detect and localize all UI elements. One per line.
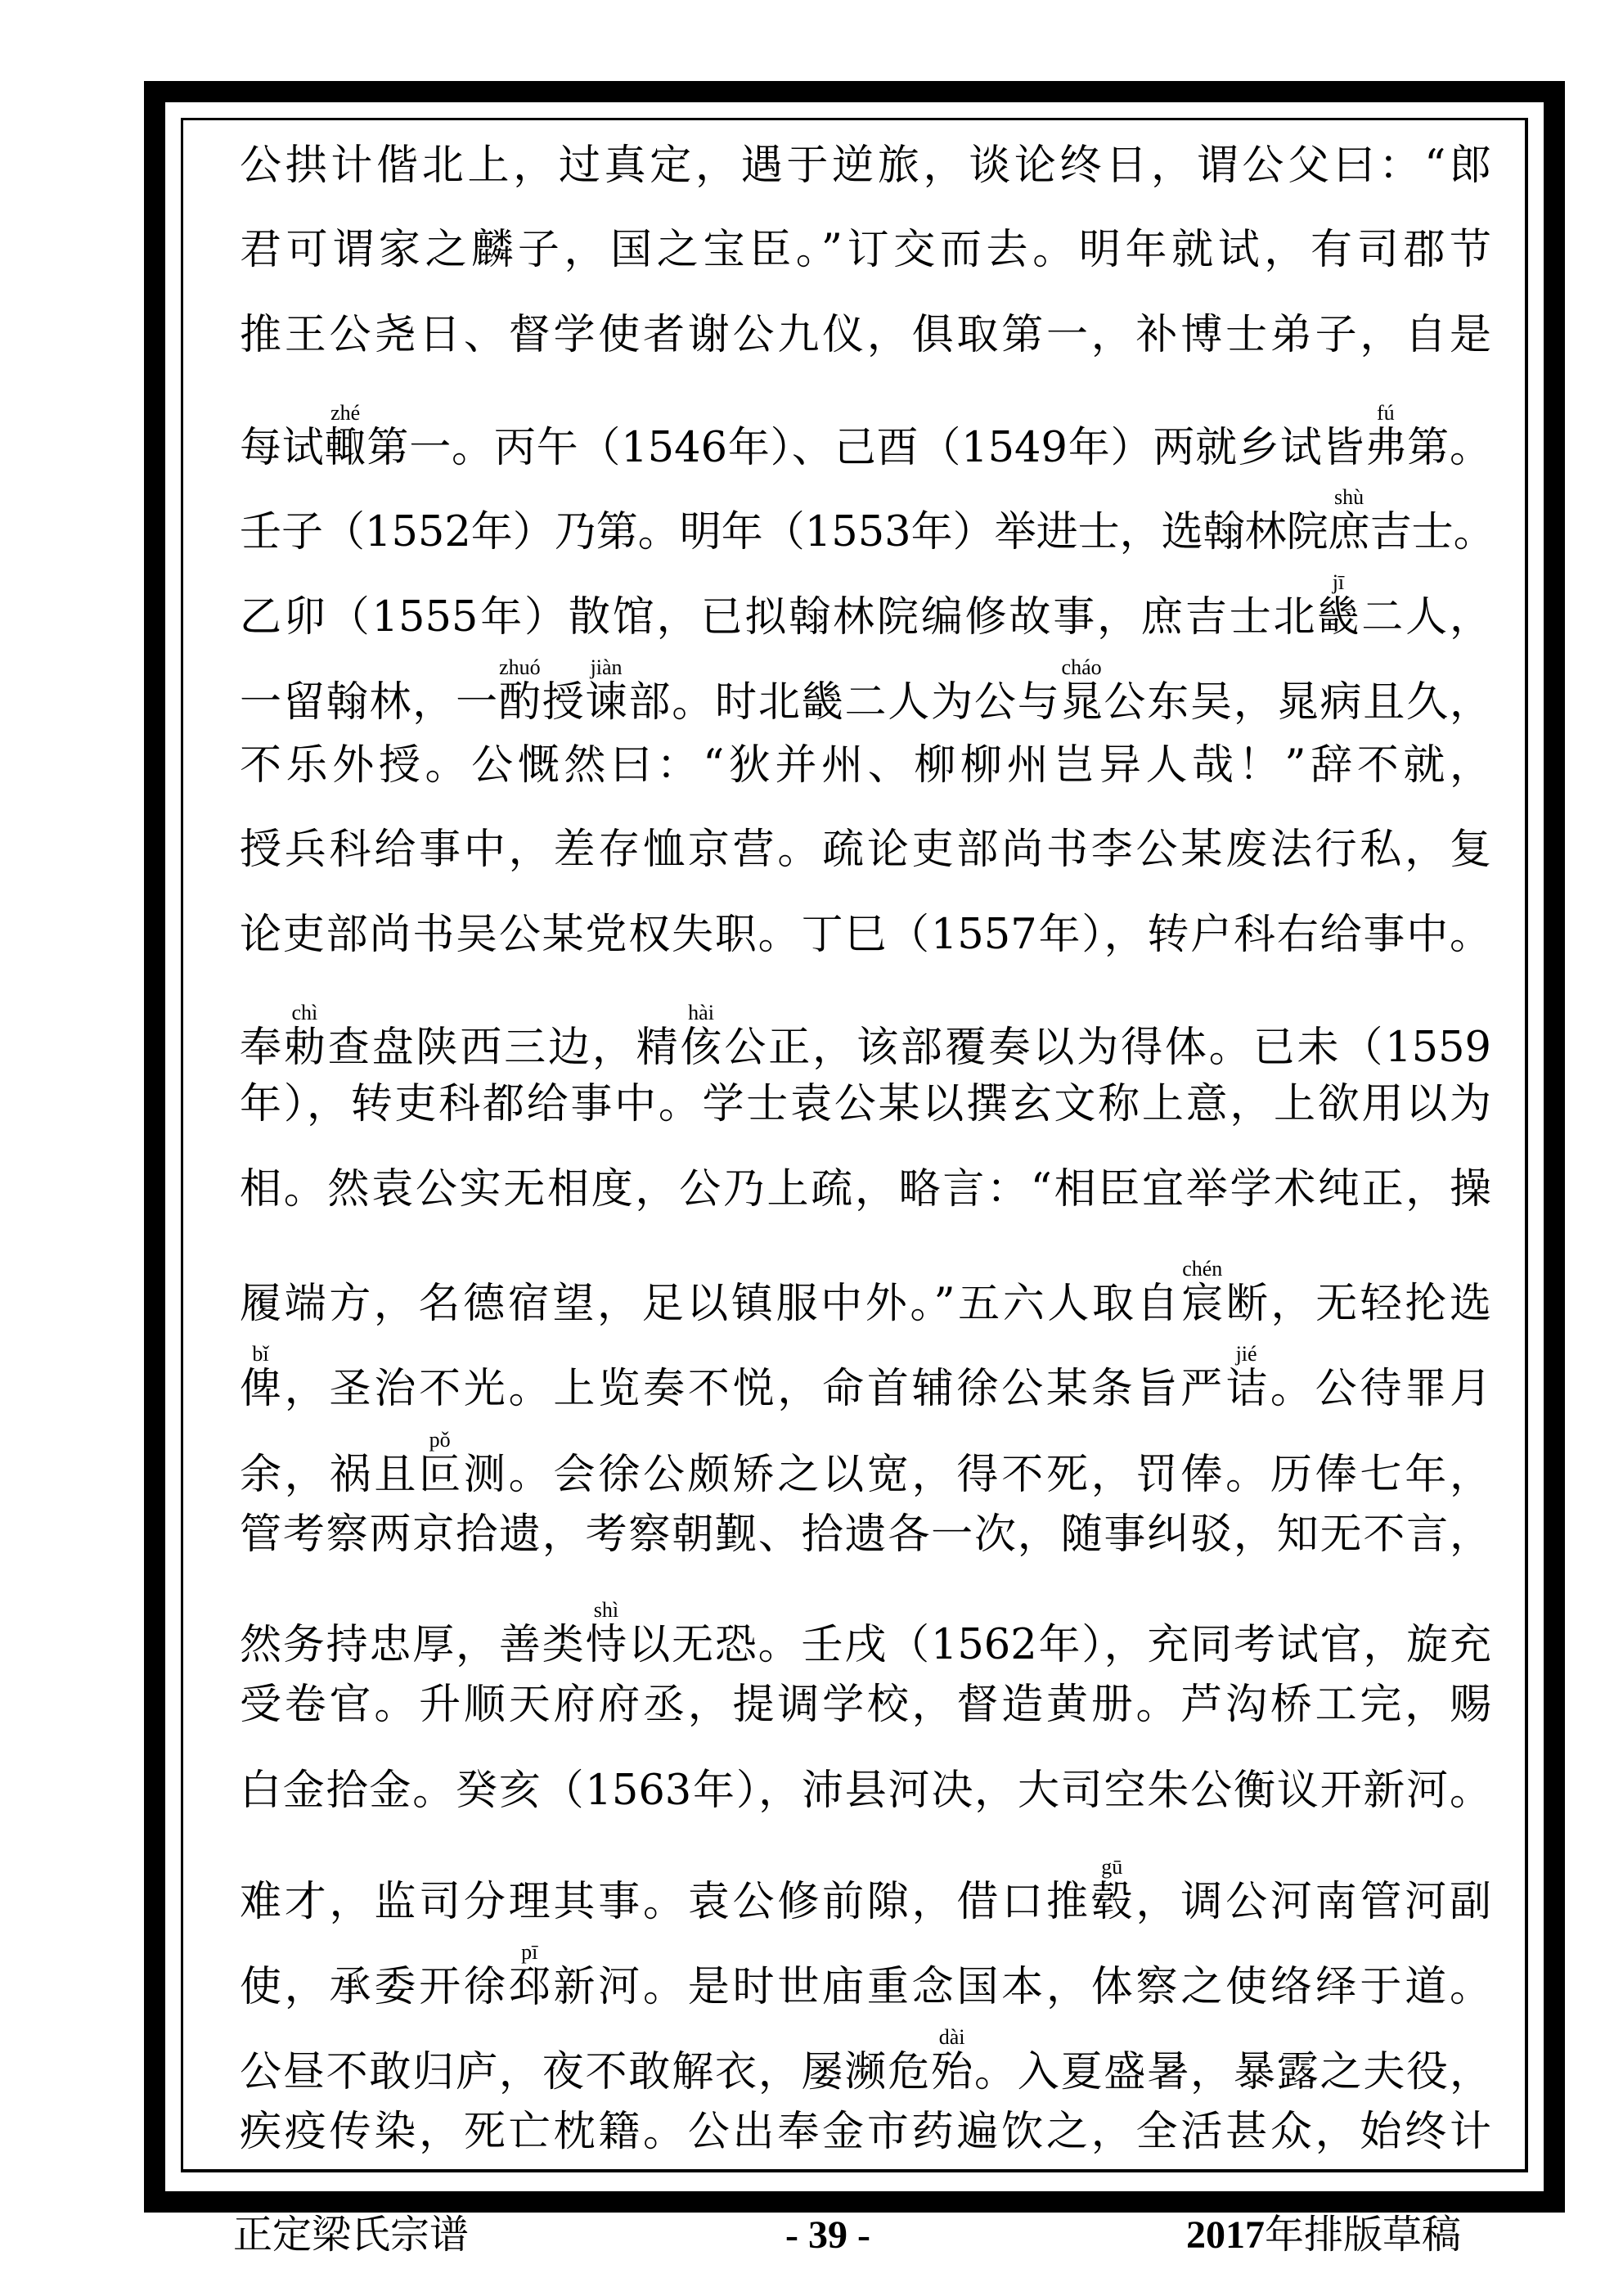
text-line <box>240 570 1491 642</box>
annotated-character <box>283 1001 328 1072</box>
annotated-character <box>508 1940 554 2011</box>
text-segment: 君可谓家之麟子，国之宝臣。”订交而去。明年就试，有司郡节 <box>240 226 1491 274</box>
text-segment: 授兵科给事中，差存恤京营。疏论吏部尚书李公某废法行私，复 <box>240 826 1491 874</box>
text-segment: 二人， <box>1361 593 1491 642</box>
pinyin-annotation: dài <box>931 2025 973 2049</box>
ruby-base: 畿 <box>1317 593 1362 642</box>
ruby-base: 輙 <box>324 424 367 472</box>
pinyin-annotation: chén <box>1181 1257 1224 1281</box>
text-segment: 壬子（1552年）乃第。明年（1553年）举进士，选翰林院 <box>240 508 1329 556</box>
ruby-base: 勅 <box>283 1024 328 1072</box>
text-segment: 白金拾金。癸亥（1563年），沛县河决，大司空朱公衡议开新河。 <box>240 1767 1491 1815</box>
text-segment: 受卷官。升顺天府府丞，提调学校，督造黄册。芦沟桥工完，赐 <box>240 1681 1491 1729</box>
annotated-character <box>585 655 629 727</box>
text-segment: 第。 <box>1407 424 1491 472</box>
ruby-base: 酌 <box>498 678 542 727</box>
footer-title: 正定梁氏宗谱 <box>233 2213 470 2257</box>
text-line <box>240 1428 1491 1499</box>
ruby-base: 俾 <box>240 1365 285 1413</box>
text-line <box>240 135 1491 197</box>
text-line <box>240 304 1491 367</box>
footer-draft-label: 年排版草稿 <box>1265 2213 1462 2257</box>
text-line <box>240 1760 1491 1822</box>
text-segment: 以无恐。壬戌（1562年），充同考试官，旋充 <box>628 1621 1491 1669</box>
ruby-base: 晁 <box>1060 678 1104 727</box>
annotated-character <box>419 1428 464 1499</box>
text-line <box>240 819 1491 881</box>
page-number: - 39 - <box>785 2213 870 2257</box>
text-line <box>240 1159 1491 1221</box>
text-line <box>240 219 1491 281</box>
annotated-character <box>680 1001 725 1072</box>
ruby-base: 弗 <box>1364 424 1408 472</box>
pinyin-annotation: shù <box>1328 485 1370 509</box>
text-line <box>240 1674 1491 1736</box>
text-segment: 难才，监司分理其事。袁公修前隙，借口推 <box>240 1878 1091 1926</box>
annotated-character <box>1090 1855 1136 1926</box>
text-line <box>240 2101 1491 2163</box>
text-segment: 履端方，名德宿望，足以镇服中外。”五六人取自 <box>240 1280 1182 1328</box>
text-line <box>240 1001 1491 1072</box>
text-segment: 一留翰林，一 <box>240 678 499 727</box>
pinyin-annotation: jié <box>1225 1342 1268 1366</box>
ruby-base: 毂 <box>1090 1878 1136 1926</box>
text-segment: 疾疫传染，死亡枕籍。公出奉金市药遍饮之，全活甚众，始终计 <box>240 2108 1491 2156</box>
text-line <box>240 1342 1491 1413</box>
ruby-base: 侅 <box>680 1024 725 1072</box>
annotated-character <box>498 655 542 727</box>
text-segment: 公东吴，晁病且久， <box>1104 678 1491 727</box>
text-segment: 奉 <box>240 1024 284 1072</box>
annotated-character <box>1181 1257 1226 1328</box>
text-segment: 第一。丙午（1546年）、己酉（1549年）两就乡试皆 <box>366 424 1365 472</box>
text-line <box>240 1257 1491 1328</box>
ruby-base: 谏 <box>585 678 629 727</box>
text-segment: ，调公河南管河副 <box>1135 1878 1491 1926</box>
text-segment: 新河。是时世庙重念国本，体察之使络绎于道。 <box>553 1963 1491 2011</box>
annotated-character <box>240 1342 285 1413</box>
text-segment: 公昼不敢归庐，夜不敢解衣，屡濒危 <box>240 2048 932 2096</box>
pinyin-annotation: chì <box>283 1001 326 1024</box>
pinyin-annotation: bǐ <box>240 1342 282 1366</box>
pinyin-annotation: cháo <box>1060 655 1103 679</box>
text-segment: 公拱计偕北上，过真定，遇于逆旅，谈论终日，谓公父曰：“郎 <box>240 142 1491 190</box>
annotated-character <box>1328 485 1370 556</box>
ruby-base: 邳 <box>508 1963 554 2011</box>
text-segment: 公正，该部覆奏以为得体。已未（1559 <box>724 1024 1491 1072</box>
text-segment: 推王公尧日、督学使者谢公九仪，俱取第一，补博士弟子，自是 <box>240 311 1491 359</box>
text-segment: 每试 <box>240 424 325 472</box>
pinyin-annotation: pī <box>508 1940 551 1964</box>
annotated-character <box>324 401 367 472</box>
text-line <box>240 735 1491 797</box>
pinyin-annotation: zhuó <box>498 655 541 679</box>
text-line <box>240 1074 1491 1136</box>
text-segment: ，圣治不光。上览奏不悦，命首辅徐公某条旨严 <box>284 1365 1226 1413</box>
text-segment: 乙卯（1555年）散馆，已拟翰林院编修故事，庶吉士北 <box>240 593 1318 642</box>
text-segment: 论吏部尚书吴公某党权失职。丁巳（1557年），转户科右给事中。 <box>240 911 1491 959</box>
text-line <box>240 904 1491 966</box>
text-segment: 吉士。 <box>1369 508 1495 556</box>
text-segment: 部。时北畿二人为公与 <box>628 678 1061 727</box>
text-segment: 断，无轻抡选 <box>1225 1280 1491 1328</box>
pinyin-annotation: jī <box>1317 570 1360 594</box>
annotated-character <box>585 1598 629 1669</box>
annotated-character <box>1060 655 1104 727</box>
ruby-base: 宸 <box>1181 1280 1226 1328</box>
text-segment: 相。然袁公实无相度，公乃上疏，略言：“相臣宜举学术纯正，操 <box>240 1165 1491 1213</box>
pinyin-annotation: hài <box>680 1001 722 1024</box>
text-line <box>240 1598 1491 1669</box>
text-segment: 不乐外授。公慨然曰：“狄并州、柳柳州岂异人哉！”辞不就， <box>240 741 1491 790</box>
text-segment: 查盘陕西三边，精 <box>327 1024 681 1072</box>
ruby-base: 诘 <box>1225 1365 1270 1413</box>
footer-year: 2017 <box>1186 2213 1265 2257</box>
text-segment: 。公待罪月 <box>1270 1365 1491 1413</box>
text-segment: 管考察两京拾遗，考察朝觐、拾遗各一次，随事纠驳，知无不言， <box>240 1510 1491 1559</box>
text-line <box>240 2025 1491 2096</box>
text-segment: 然务持忠厚，善类 <box>240 1621 586 1669</box>
text-line <box>240 1504 1491 1566</box>
text-segment: 测。会徐公颇矫之以宽，得不死，罚俸。历俸七年， <box>463 1451 1491 1499</box>
annotated-character <box>1317 570 1362 642</box>
ruby-base: 叵 <box>419 1451 464 1499</box>
pinyin-annotation: gū <box>1090 1855 1133 1879</box>
pinyin-annotation: jiàn <box>585 655 627 679</box>
text-line <box>240 1855 1491 1926</box>
text-segment: 余，祸且 <box>240 1451 420 1499</box>
ruby-base: 恃 <box>585 1621 629 1669</box>
pinyin-annotation: pǒ <box>419 1428 461 1452</box>
text-segment: 授 <box>542 678 586 727</box>
text-segment: 。入夏盛暑，暴露之夫役， <box>973 2048 1491 2096</box>
annotated-character <box>1225 1342 1270 1413</box>
footer-draft-note <box>1186 2209 1461 2262</box>
pinyin-annotation: shì <box>585 1598 627 1622</box>
text-segment: 年），转吏科都给事中。学士袁公某以撰玄文称上意，上欲用以为 <box>240 1080 1491 1128</box>
text-line <box>240 401 1491 472</box>
annotated-character <box>931 2025 974 2096</box>
pinyin-annotation: zhé <box>324 401 366 425</box>
ruby-base: 殆 <box>931 2048 974 2096</box>
text-line <box>240 485 1495 556</box>
ruby-base: 庶 <box>1328 508 1370 556</box>
annotated-character <box>1364 401 1408 472</box>
pinyin-annotation: fú <box>1364 401 1407 425</box>
text-line <box>240 655 1491 727</box>
text-line <box>240 1940 1491 2011</box>
text-segment: 使，承委开徐 <box>240 1963 509 2011</box>
